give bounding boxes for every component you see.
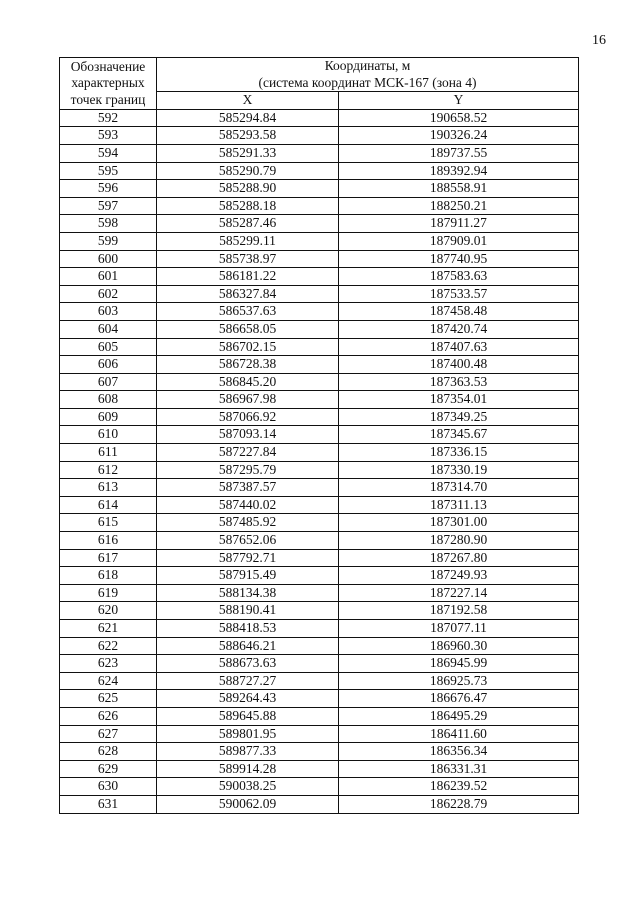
table-row xyxy=(60,180,579,198)
header-coords-line-2: (система координат МСК-167 (зона 4) xyxy=(258,74,477,90)
x-coordinate-cell: 589914.28 xyxy=(157,760,339,778)
header-point-line-2: характерных xyxy=(71,75,145,91)
point-number-cell: 628 xyxy=(60,743,157,761)
point-number-cell: 608 xyxy=(60,391,157,409)
y-coordinate-cell: 189392.94 xyxy=(339,162,579,180)
y-coordinate-cell: 186945.99 xyxy=(339,655,579,673)
point-number-cell: 611 xyxy=(60,444,157,462)
point-number-cell: 595 xyxy=(60,162,157,180)
table-header-row xyxy=(60,58,579,92)
table-row xyxy=(60,760,579,778)
table-row xyxy=(60,356,579,374)
x-coordinate-cell: 587066.92 xyxy=(157,408,339,426)
x-coordinate-cell: 590062.09 xyxy=(157,795,339,813)
y-coordinate-cell: 186925.73 xyxy=(339,672,579,690)
x-coordinate-cell: 589264.43 xyxy=(157,690,339,708)
table-row xyxy=(60,496,579,514)
x-coordinate-cell: 586702.15 xyxy=(157,338,339,356)
y-coordinate-cell: 186239.52 xyxy=(339,778,579,796)
point-number-cell: 630 xyxy=(60,778,157,796)
y-coordinate-cell: 187363.53 xyxy=(339,373,579,391)
point-number-cell: 613 xyxy=(60,479,157,497)
y-coordinate-cell: 186228.79 xyxy=(339,795,579,813)
header-coords-line-1: Координаты, м xyxy=(324,58,411,73)
point-number-cell: 593 xyxy=(60,127,157,145)
x-coordinate-cell: 585287.46 xyxy=(157,215,339,233)
point-number-cell: 627 xyxy=(60,725,157,743)
point-number-cell: 616 xyxy=(60,532,157,550)
table-row xyxy=(60,373,579,391)
x-coordinate-cell: 586537.63 xyxy=(157,303,339,321)
point-number-cell: 601 xyxy=(60,268,157,286)
table-row xyxy=(60,127,579,145)
point-number-cell: 594 xyxy=(60,144,157,162)
x-coordinate-cell: 586327.84 xyxy=(157,285,339,303)
y-coordinate-cell: 187267.80 xyxy=(339,549,579,567)
x-coordinate-cell: 588646.21 xyxy=(157,637,339,655)
point-number-cell: 607 xyxy=(60,373,157,391)
y-coordinate-cell: 187227.14 xyxy=(339,584,579,602)
table-row xyxy=(60,725,579,743)
point-number-cell: 597 xyxy=(60,197,157,215)
x-coordinate-cell: 590038.25 xyxy=(157,778,339,796)
point-number-cell: 609 xyxy=(60,408,157,426)
table-row xyxy=(60,144,579,162)
x-coordinate-cell: 588673.63 xyxy=(157,655,339,673)
table-row xyxy=(60,268,579,286)
y-coordinate-cell: 187336.15 xyxy=(339,444,579,462)
point-number-cell: 626 xyxy=(60,707,157,725)
point-number-cell: 610 xyxy=(60,426,157,444)
y-coordinate-cell: 187740.95 xyxy=(339,250,579,268)
point-number-cell: 621 xyxy=(60,620,157,638)
y-coordinate-cell: 187458.48 xyxy=(339,303,579,321)
x-coordinate-cell: 587093.14 xyxy=(157,426,339,444)
table-row xyxy=(60,707,579,725)
point-number-cell: 622 xyxy=(60,637,157,655)
point-number-cell: 614 xyxy=(60,496,157,514)
y-coordinate-cell: 190326.24 xyxy=(339,127,579,145)
point-number-cell: 623 xyxy=(60,655,157,673)
point-number-cell: 602 xyxy=(60,285,157,303)
table-row xyxy=(60,690,579,708)
table-row xyxy=(60,655,579,673)
x-coordinate-cell: 587792.71 xyxy=(157,549,339,567)
y-coordinate-cell: 186676.47 xyxy=(339,690,579,708)
table-row xyxy=(60,584,579,602)
x-coordinate-cell: 585288.18 xyxy=(157,197,339,215)
point-number-cell: 615 xyxy=(60,514,157,532)
y-coordinate-cell: 186495.29 xyxy=(339,707,579,725)
point-number-cell: 604 xyxy=(60,320,157,338)
y-coordinate-cell: 187249.93 xyxy=(339,567,579,585)
header-point-line-3: точек границ xyxy=(70,91,146,107)
table-row xyxy=(60,514,579,532)
y-coordinate-cell: 187911.27 xyxy=(339,215,579,233)
table-row xyxy=(60,162,579,180)
point-number-cell: 617 xyxy=(60,549,157,567)
y-coordinate-cell: 187407.63 xyxy=(339,338,579,356)
x-coordinate-cell: 586181.22 xyxy=(157,268,339,286)
point-number-cell: 625 xyxy=(60,690,157,708)
y-coordinate-cell: 186411.60 xyxy=(339,725,579,743)
x-coordinate-cell: 587295.79 xyxy=(157,461,339,479)
point-number-cell: 620 xyxy=(60,602,157,620)
table-row xyxy=(60,532,579,550)
point-number-cell: 592 xyxy=(60,109,157,127)
point-number-cell: 631 xyxy=(60,795,157,813)
x-coordinate-cell: 586845.20 xyxy=(157,373,339,391)
y-coordinate-cell: 187314.70 xyxy=(339,479,579,497)
x-coordinate-cell: 587440.02 xyxy=(157,496,339,514)
y-coordinate-cell: 190658.52 xyxy=(339,109,579,127)
y-coordinate-cell: 187400.48 xyxy=(339,356,579,374)
header-point-designation xyxy=(60,58,157,110)
y-coordinate-cell: 187301.00 xyxy=(339,514,579,532)
point-number-cell: 598 xyxy=(60,215,157,233)
x-coordinate-cell: 589801.95 xyxy=(157,725,339,743)
table-row xyxy=(60,285,579,303)
table-row xyxy=(60,549,579,567)
table-row xyxy=(60,743,579,761)
x-coordinate-cell: 587227.84 xyxy=(157,444,339,462)
x-coordinate-cell: 585294.84 xyxy=(157,109,339,127)
x-coordinate-cell: 585299.11 xyxy=(157,232,339,250)
point-number-cell: 624 xyxy=(60,672,157,690)
y-coordinate-cell: 187533.57 xyxy=(339,285,579,303)
point-number-cell: 596 xyxy=(60,180,157,198)
x-coordinate-cell: 587387.57 xyxy=(157,479,339,497)
y-coordinate-cell: 187349.25 xyxy=(339,408,579,426)
x-coordinate-cell: 588134.38 xyxy=(157,584,339,602)
header-x: X xyxy=(157,92,339,110)
table-row xyxy=(60,303,579,321)
x-coordinate-cell: 586658.05 xyxy=(157,320,339,338)
point-number-cell: 599 xyxy=(60,232,157,250)
y-coordinate-cell: 186960.30 xyxy=(339,637,579,655)
table-row xyxy=(60,338,579,356)
y-coordinate-cell: 186356.34 xyxy=(339,743,579,761)
y-coordinate-cell: 188558.91 xyxy=(339,180,579,198)
table-row xyxy=(60,795,579,813)
point-number-cell: 606 xyxy=(60,356,157,374)
x-coordinate-cell: 587915.49 xyxy=(157,567,339,585)
table-row xyxy=(60,215,579,233)
x-coordinate-cell: 587652.06 xyxy=(157,532,339,550)
x-coordinate-cell: 585290.79 xyxy=(157,162,339,180)
table-row xyxy=(60,620,579,638)
point-number-cell: 603 xyxy=(60,303,157,321)
table-row xyxy=(60,778,579,796)
header-coordinates xyxy=(157,58,579,92)
table-row xyxy=(60,109,579,127)
table-row xyxy=(60,461,579,479)
table-row xyxy=(60,444,579,462)
coordinates-table xyxy=(59,57,579,814)
header-point-line-1: Обозначение xyxy=(70,58,146,74)
page-number: 16 xyxy=(592,33,606,48)
point-number-cell: 612 xyxy=(60,461,157,479)
x-coordinate-cell: 585288.90 xyxy=(157,180,339,198)
point-number-cell: 619 xyxy=(60,584,157,602)
table-row xyxy=(60,479,579,497)
table-row xyxy=(60,250,579,268)
y-coordinate-cell: 187280.90 xyxy=(339,532,579,550)
x-coordinate-cell: 589645.88 xyxy=(157,707,339,725)
table-row xyxy=(60,567,579,585)
y-coordinate-cell: 186331.31 xyxy=(339,760,579,778)
x-coordinate-cell: 588418.53 xyxy=(157,620,339,638)
x-coordinate-cell: 589877.33 xyxy=(157,743,339,761)
x-coordinate-cell: 588727.27 xyxy=(157,672,339,690)
y-coordinate-cell: 187077.11 xyxy=(339,620,579,638)
y-coordinate-cell: 187354.01 xyxy=(339,391,579,409)
point-number-cell: 605 xyxy=(60,338,157,356)
x-coordinate-cell: 587485.92 xyxy=(157,514,339,532)
y-coordinate-cell: 187311.13 xyxy=(339,496,579,514)
table-row xyxy=(60,391,579,409)
point-number-cell: 600 xyxy=(60,250,157,268)
x-coordinate-cell: 585738.97 xyxy=(157,250,339,268)
table-row xyxy=(60,426,579,444)
x-coordinate-cell: 585293.58 xyxy=(157,127,339,145)
y-coordinate-cell: 187345.67 xyxy=(339,426,579,444)
point-number-cell: 618 xyxy=(60,567,157,585)
table-row xyxy=(60,408,579,426)
y-coordinate-cell: 187909.01 xyxy=(339,232,579,250)
table-row xyxy=(60,637,579,655)
table-row xyxy=(60,320,579,338)
y-coordinate-cell: 187583.63 xyxy=(339,268,579,286)
header-y: Y xyxy=(339,92,579,110)
table-row xyxy=(60,232,579,250)
y-coordinate-cell: 189737.55 xyxy=(339,144,579,162)
table-row xyxy=(60,197,579,215)
x-coordinate-cell: 585291.33 xyxy=(157,144,339,162)
y-coordinate-cell: 188250.21 xyxy=(339,197,579,215)
y-coordinate-cell: 187330.19 xyxy=(339,461,579,479)
y-coordinate-cell: 187192.58 xyxy=(339,602,579,620)
point-number-cell: 629 xyxy=(60,760,157,778)
x-coordinate-cell: 586728.38 xyxy=(157,356,339,374)
y-coordinate-cell: 187420.74 xyxy=(339,320,579,338)
table-row xyxy=(60,602,579,620)
x-coordinate-cell: 586967.98 xyxy=(157,391,339,409)
x-coordinate-cell: 588190.41 xyxy=(157,602,339,620)
table-row xyxy=(60,672,579,690)
